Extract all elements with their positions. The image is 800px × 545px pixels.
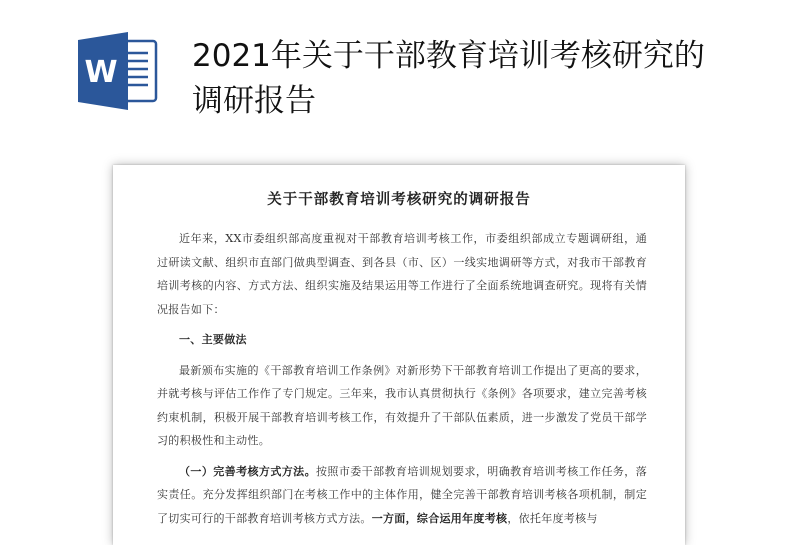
document-title: 关于干部教育培训考核研究的调研报告	[267, 191, 531, 208]
word-logo-letter: W	[84, 55, 118, 90]
page-title: 2021年关于干部教育培训考核研究的调研报告	[192, 38, 705, 119]
subsection-text: 按照市委干部教育培训规划要求，明确教育培训考核工作任务，落实责任。充分发挥组织部门在考核工作中的主体作用，健全完善干部教育培训考核各项机制，制定了切实可行的干部教育培训考核方式方法。	[157, 464, 647, 525]
word-document-icon	[76, 32, 164, 110]
subsection-tail: ，依托年度考核与	[507, 511, 598, 525]
document-page-preview	[113, 165, 685, 545]
subsection-bold-phrase: 一方面，综合运用年度考核	[371, 511, 508, 525]
subsection-heading: （一）完善考核方式方法。	[179, 464, 317, 478]
intro-paragraph: 近年来，XX市委组织部高度重视对干部教育培训考核工作，市委组织部成立专题调研组，通过研读文献、组织市直部门做典型调查、到各县（市、区）一线实地调研等方式，对我市干部教育培训考核的内容、方式方法、组织实施及结果运用等工作进行了全面系统地调查研究。现将有关情况报告如下：	[157, 232, 647, 316]
section-paragraph: 最新颁布实施的《干部教育培训工作条例》对新形势下干部教育培训工作提出了更高的要求，并就考核与评估工作作了专门规定。三年来，我市认真贯彻执行《条例》各项要求，建立完善考核约束机制，积极开展干部教育培训考核工作，有效提升了干部队伍素质，进一步激发了党员干部学习的积极性和主动性。	[157, 363, 647, 447]
subsection-paragraph	[157, 460, 647, 531]
section-heading: 一、主要做法	[179, 333, 247, 346]
document-body	[157, 227, 647, 530]
